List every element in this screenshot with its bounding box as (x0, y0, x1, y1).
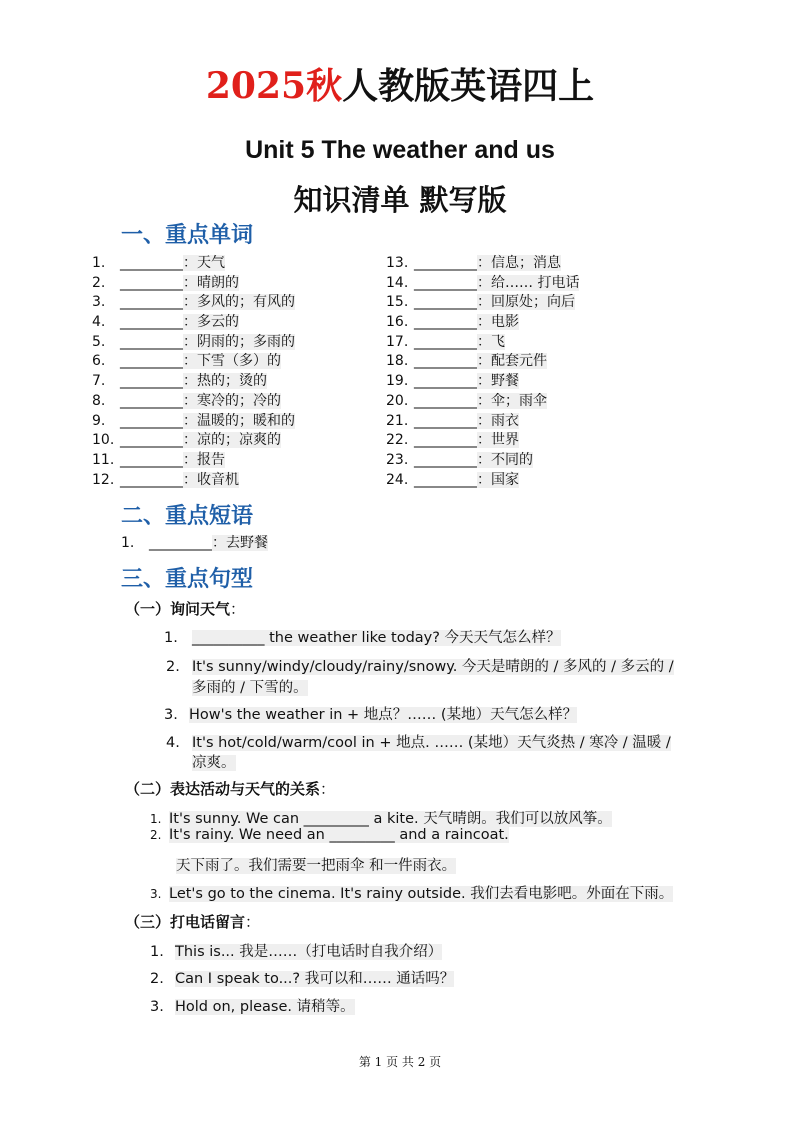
answer-blank: _________ (414, 294, 477, 311)
answer-blank: _________ (120, 353, 183, 370)
list-item: 1. It's sunny. We can _________ a kite. 天气晴朗。我们可以放风筝。 (150, 811, 612, 827)
part2-heading: （二）表达活动与天气的关系： (125, 780, 336, 798)
list-item: 24. _________：国家 (386, 471, 519, 488)
answer-blank: _________ (149, 535, 212, 551)
list-item: 1. _________：天气 (92, 255, 225, 271)
list-item-continued: 天下雨了。我们需要一把雨伞 和一件雨衣。 (176, 858, 457, 874)
list-item: 7. _________：热的；烫的 (92, 373, 267, 390)
words-right-list (386, 254, 579, 490)
answer-blank: _________ (414, 432, 477, 449)
phrases-heading: 二、重点短语 (121, 504, 254, 529)
list-item: 3. How's the weather in + 地点？…… (某地）天气怎么样？ (164, 707, 578, 723)
answer-blank: _________ (414, 471, 477, 488)
list-item: 17. _________：飞 (386, 333, 505, 350)
list-item: 9. _________：温暖的；暖和的 (92, 412, 295, 429)
list-item: 19. _________：野餐 (386, 373, 519, 390)
list-item-continued: 多雨的 / 下雪的。 (192, 680, 308, 696)
words-heading: 一、重点单词 (121, 223, 254, 248)
answer-blank: _________ (120, 333, 183, 350)
list-item: 10. _________：凉的；凉爽的 (92, 432, 281, 449)
answer-blank: _________ (414, 353, 477, 370)
list-item: 22. _________：世界 (386, 432, 519, 449)
answer-blank: _________ (414, 412, 477, 429)
list-item: 1. This is... 我是……（打电话时自我介绍） (150, 944, 443, 960)
list-item: 2. _________：晴朗的 (92, 274, 239, 291)
answer-blank: _________ (414, 274, 477, 291)
list-item: 20. _________：伞；雨伞 (386, 392, 547, 409)
answer-blank: _________ (414, 392, 477, 409)
list-item: 21. _________：雨衣 (386, 412, 519, 429)
answer-blank: _________ (120, 451, 183, 468)
part1-heading: （一）询问天气： (125, 600, 246, 618)
list-item: 11. _________：报告 (92, 451, 225, 468)
answer-blank: _________ (120, 392, 183, 409)
answer-blank: _________ (414, 314, 477, 331)
part3-heading: （三）打电话留言： (125, 913, 261, 931)
answer-blank: _________ (120, 255, 183, 271)
list-item: 15. _________：回原处；向后 (386, 294, 575, 311)
page-footer: 第 1 页 共 2 页 (358, 1055, 442, 1069)
words-left-list (92, 254, 295, 490)
title-rest: 人教版英语四上 (342, 65, 595, 107)
title-year: 2025 (205, 65, 307, 107)
answer-blank: _________ (120, 314, 183, 331)
list-item: 5. _________：阴雨的；多雨的 (92, 333, 295, 350)
page-title (0, 58, 800, 109)
answer-blank: _________ (120, 294, 183, 311)
answer-blank: _________ (120, 432, 183, 449)
list-item: 8. _________：寒冷的；冷的 (92, 392, 281, 409)
subtitle: 知识清单 默写版 (293, 183, 507, 217)
list-item: 12. _________：收音机 (92, 471, 239, 488)
list-item: 23. _________：不同的 (386, 451, 533, 468)
answer-blank: _________ (120, 412, 183, 429)
title-season: 秋 (306, 65, 343, 107)
list-item: 2. Can I speak to...? 我可以和…… 通话吗？ (150, 971, 455, 987)
answer-blank: _________ (414, 373, 477, 390)
list-item: 4. It's hot/cold/warm/cool in + 地点. …… (某地）天气炎热 / 寒冷 / 温暖 / (166, 735, 671, 751)
phrase-item: 1. _________：去野餐 (121, 535, 268, 551)
list-item: 14. _________：给…… 打电话 (386, 274, 580, 291)
answer-blank: _________ (414, 255, 477, 271)
list-item: 3. Let's go to the cinema. It's rainy outside. 我们去看电影吧。外面在下雨。 (150, 886, 674, 902)
sentences-heading: 三、重点句型 (121, 567, 254, 592)
answer-blank: _________ (414, 451, 477, 468)
list-item: 16. _________：电影 (386, 314, 519, 331)
list-item: 3. _________：多风的；有风的 (92, 294, 295, 311)
list-item: 2. It's rainy. We need an _________ and a raincoat. (150, 827, 509, 843)
answer-blank: _________ (120, 471, 183, 488)
list-item: 3. Hold on, please. 请稍等。 (150, 999, 355, 1015)
list-item: 13. _________：信息；消息 (386, 255, 561, 271)
list-item: 2. It's sunny/windy/cloudy/rainy/snowy. 今天是晴朗的 / 多风的 / 多云的 / (166, 659, 674, 675)
list-item: 6. _________：下雪（多）的 (92, 353, 281, 370)
list-item-continued: 凉爽。 (192, 755, 236, 771)
list-item: 18. _________：配套元件 (386, 353, 547, 370)
unit-title: Unit 5 The weather and us (245, 136, 555, 164)
list-item: 1. __________ the weather like today? 今天天气怎么样？ (164, 630, 561, 646)
answer-blank: _________ (120, 373, 183, 390)
answer-blank: _________ (414, 333, 477, 350)
list-item: 4. _________：多云的 (92, 314, 239, 331)
answer-blank: _________ (120, 274, 183, 291)
